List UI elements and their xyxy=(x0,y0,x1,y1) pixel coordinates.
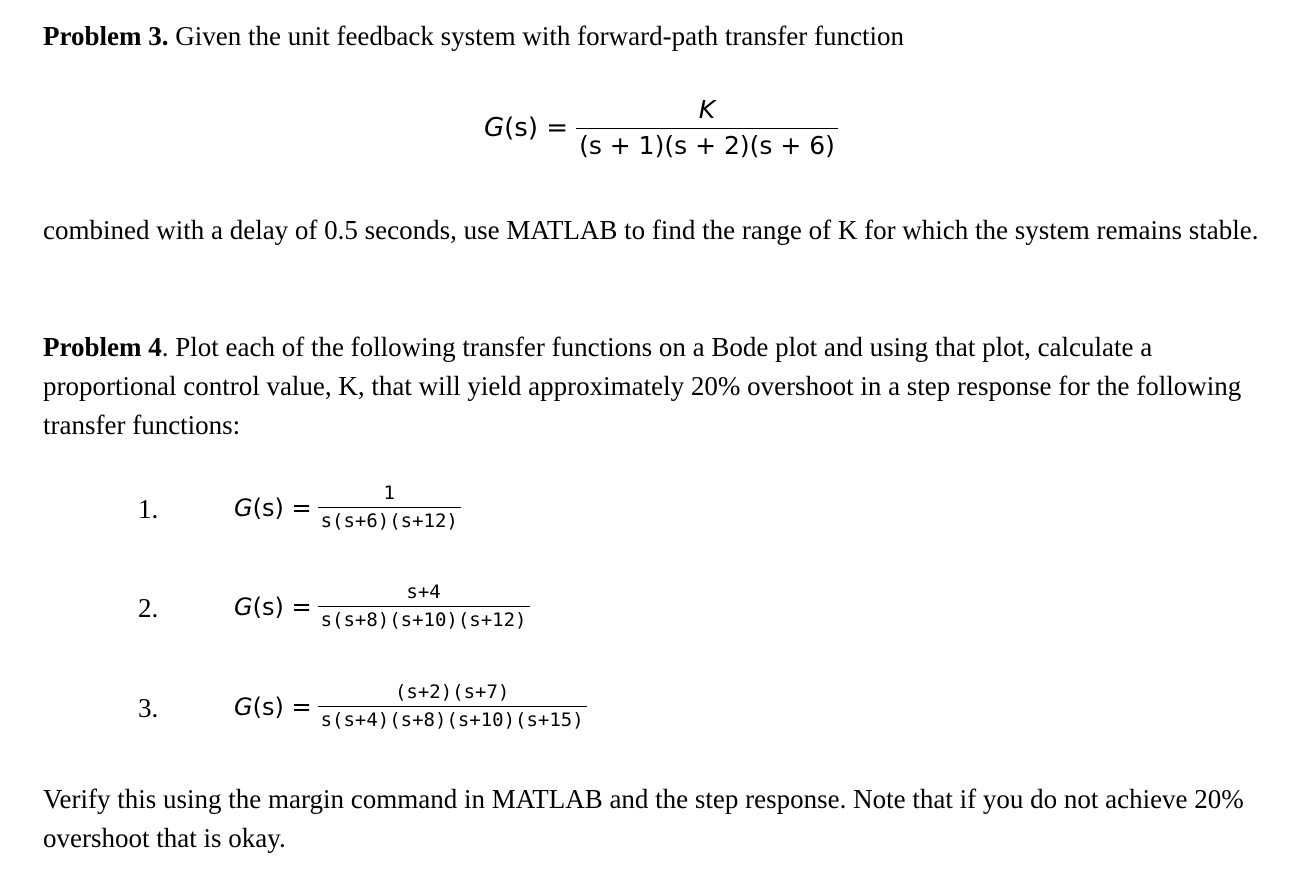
problem3-intro-text: Given the unit feedback system with forward-path transfer function xyxy=(168,21,904,51)
numerator: K xyxy=(698,95,716,124)
denominator: (s + 1)(s + 2)(s + 6) xyxy=(579,131,835,160)
transfer-function-fraction xyxy=(318,579,530,634)
item2-equation xyxy=(234,579,530,634)
problem3-body: combined with a delay of 0.5 seconds, use MATLAB to find the range of K for which the system remains stable. xyxy=(43,215,1259,245)
equation-lhs: G(s) = xyxy=(234,692,312,721)
problem4-intro xyxy=(43,328,1288,445)
equation-lhs: G(s) = xyxy=(234,592,312,621)
numerator: (s+2)(s+7) xyxy=(394,681,510,703)
item1-equation xyxy=(234,480,461,535)
denominator: s(s+4)(s+8)(s+10)(s+15) xyxy=(320,709,584,731)
numerator: s+4 xyxy=(406,581,441,603)
transfer-function-fraction xyxy=(318,679,587,734)
problem3-intro xyxy=(43,17,1288,56)
problem3-equation xyxy=(484,92,838,163)
list-item-number: 2. xyxy=(138,593,159,623)
problem4-intro-text: . Plot each of the following transfer functions on a Bode plot and using that plot, calculate a proportional control value, K, that will yield approximately 20% overshoot in a step response for the following transfer functions: xyxy=(43,332,1242,440)
list-item-number: 1. xyxy=(138,494,159,524)
item3-equation xyxy=(234,679,587,734)
list-item-number: 3. xyxy=(138,693,159,723)
numerator: 1 xyxy=(383,482,395,504)
equation-lhs: G(s) = xyxy=(234,493,312,522)
transfer-function-fraction xyxy=(318,480,461,535)
problem4-heading: Problem 4 xyxy=(43,332,162,362)
problem4-closing: Verify this using the margin command in MATLAB and the step response. Note that if you do not achieve 20% overshoot that is okay. xyxy=(43,784,1244,853)
equation-lhs: G(s) = xyxy=(484,112,569,143)
denominator: s(s+6)(s+12) xyxy=(320,510,458,532)
denominator: s(s+8)(s+10)(s+12) xyxy=(320,609,527,631)
problem3-heading: Problem 3. xyxy=(43,21,169,51)
transfer-function-fraction xyxy=(576,92,838,163)
